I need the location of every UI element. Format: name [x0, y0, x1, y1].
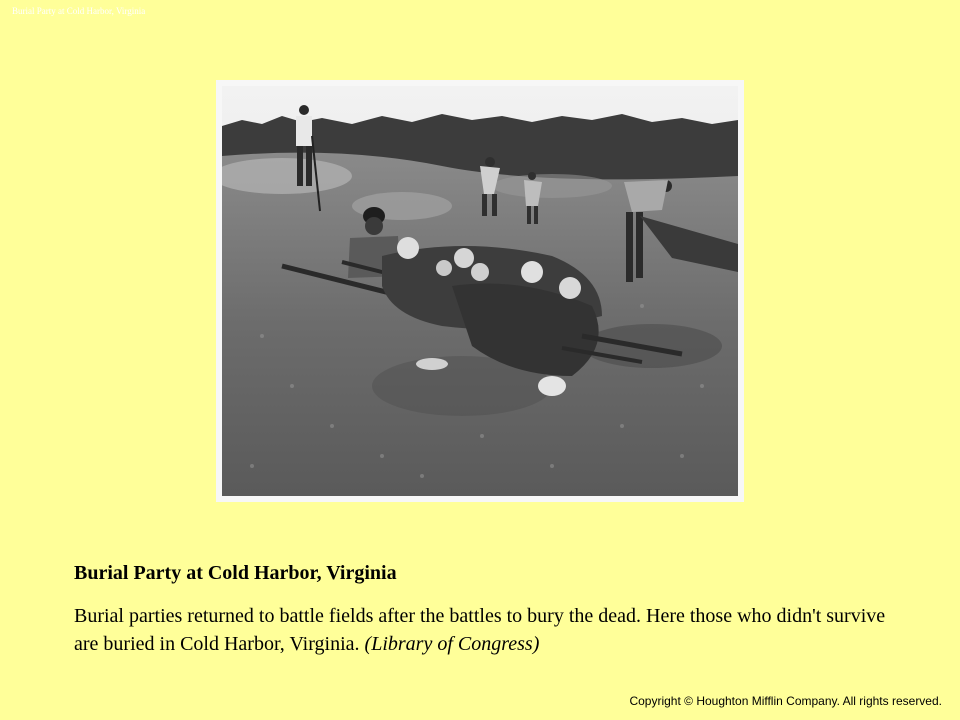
caption-text: Burial parties returned to battle fields after the battles to bury the dead. Here those who didn't survive are buried in Cold Harbor, Virginia. — [74, 605, 886, 655]
caption-body — [74, 602, 894, 658]
caption-title: Burial Party at Cold Harbor, Virginia — [74, 562, 397, 584]
burial-party-photo-image — [222, 86, 738, 496]
slide-header-title: Burial Party at Cold Harbor, Virginia — [12, 6, 146, 16]
caption-source: (Library of Congress) — [364, 633, 540, 655]
copyright-notice: Copyright © Houghton Mifflin Company. All rights reserved. — [629, 694, 942, 708]
historical-photo — [216, 80, 744, 502]
